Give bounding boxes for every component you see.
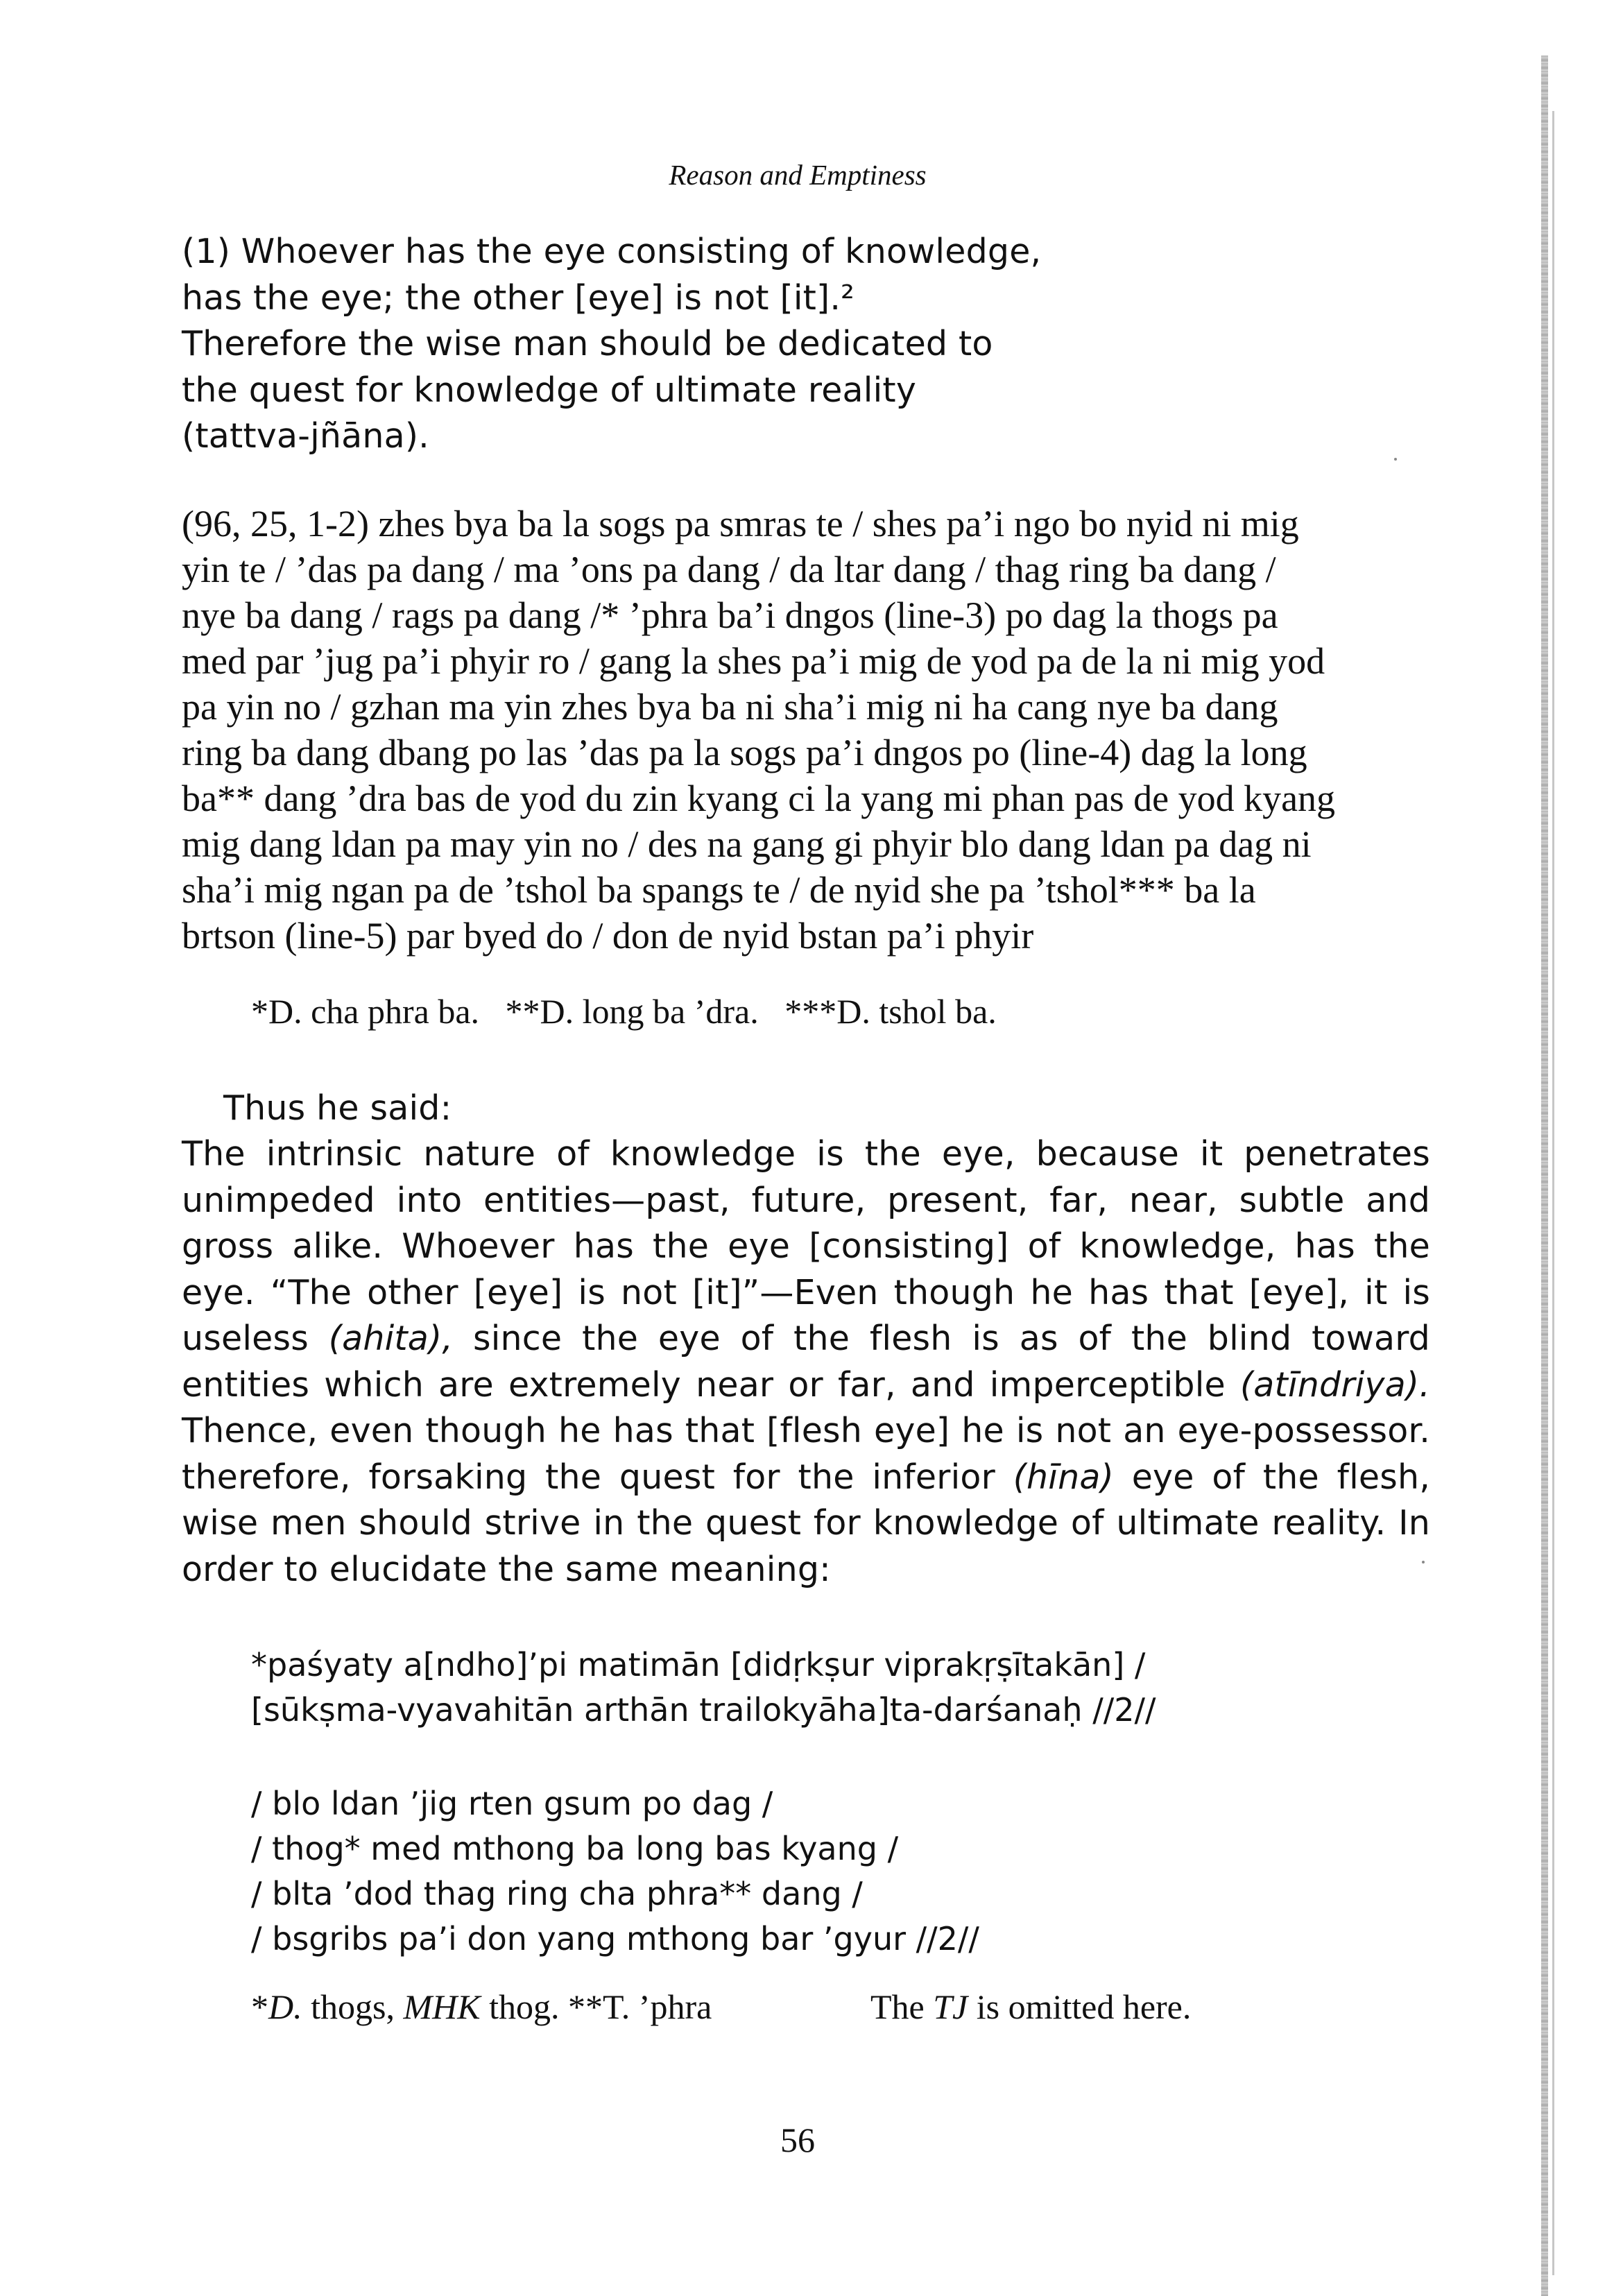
term-ahita: (ahita),	[328, 1319, 454, 1358]
reading-d: thogs,	[302, 1987, 404, 2026]
sanskrit-verse: *paśyaty a[ndho]’pi matimān [didṛkṣur viprakṛṣītakān] / [sūkṣma-vyavahitān arthān trailokyāha]ta-darśanaḥ //2//	[251, 1646, 1156, 1729]
tibetan-passage: (96, 25, 1-2) zhes bya ba la sogs pa smras te / shes pa’i ngo bo nyid ni mig yin te / ’das pa dang / ma ’ons pa dang / da ltar dang / thag ring ba dang / nye ba dang / rags pa dang /* ’phra ba’i dngos (line-3) po dag la thogs pa med par ’jug pa’i phyir ro / gang la shes pa’i mig de yod pa de la ni mig yod pa yin no / gzhan ma yin zhes bya ba ni sha’i mig ni ha cang nye ba dang ring ba dang dbang po las ’das pa la sogs pa’i dngos po (line-4) dag la long ba** dang ’dra bas de yod du zin kyang ci la yang mi phan pas de yod kyang mig dang ldan pa may yin no / des na gang gi phyir blo dang ldan pa dag ni sha’i mig ngan pa de ’tshol ba spangs te / de nyid she pa ’tshol*** ba la brtson (line-5) par byed do / don de nyid bstan pa’i phyir	[182, 503, 1336, 957]
commentary-text-4: eye of the flesh, wise men should strive in the quest for knowledge of ultimate reality. In order to elucidate the same meaning:	[182, 1457, 1431, 1589]
siglum-mhk: MHK	[403, 1987, 481, 2026]
note-star: *	[251, 1987, 268, 2026]
tj-omission-note	[870, 1986, 1191, 2028]
commentary-paragraph	[182, 1131, 1430, 1593]
tj-note-pre: The	[870, 1987, 934, 2026]
page-gutter-shadow	[1541, 55, 1548, 2296]
commentary-text-3: Thence, even though he has that [flesh eye] he is not an eye-possessor. therefore, forsaking the quest for the inferior	[182, 1411, 1430, 1497]
term-atindriya: (atīndriya).	[1239, 1364, 1430, 1405]
reading-mhk: thog. **T. ’phra	[480, 1987, 712, 2026]
page-number: 56	[780, 2121, 815, 2159]
term-hina: (hīna)	[1013, 1457, 1114, 1497]
tibetan-variant-notes: *D. cha phra ba. **D. long ba ’dra. ***D. tshol ba.	[251, 992, 997, 1031]
verse-one-english: (1) Whoever has the eye consisting of knowledge, has the eye; the other [eye] is not [it].² Therefore the wise man should be dedicated to the quest for knowledge of ultimate reality (tattva-jñāna).	[182, 232, 1042, 456]
commentary-text-1: The intrinsic nature of knowledge is the eye, because it penetrates unimpeded into entities—past, future, present, far, near, subtle and gross alike. Whoever has the eye [consisting] of knowledge, has the eye. “The other [eye] is not [it]”—Even though he has that [eye], it is useless	[182, 1134, 1430, 1358]
commentary-text-2: since the eye of the flesh is as of the blind toward entities which are extremely near or far, and imperceptible	[182, 1319, 1430, 1405]
intro-line: Thus he said:	[223, 1088, 452, 1128]
running-head: Reason and Emptiness	[669, 159, 927, 191]
tj-note-post: is omitted here.	[968, 1987, 1192, 2026]
page-edge-line	[1552, 111, 1554, 2275]
siglum-tj: TJ	[933, 1987, 968, 2026]
verse-variant-notes	[251, 1986, 712, 2028]
siglum-d: D.	[268, 1987, 302, 2026]
tibetan-verse: / blo ldan ’jig rten gsum po dag / / thog* med mthong ba long bas kyang / / blta ’dod thag ring cha phra** dang / / bsgribs pa’i don yang mthong bar ’gyur //2//	[251, 1785, 979, 1957]
